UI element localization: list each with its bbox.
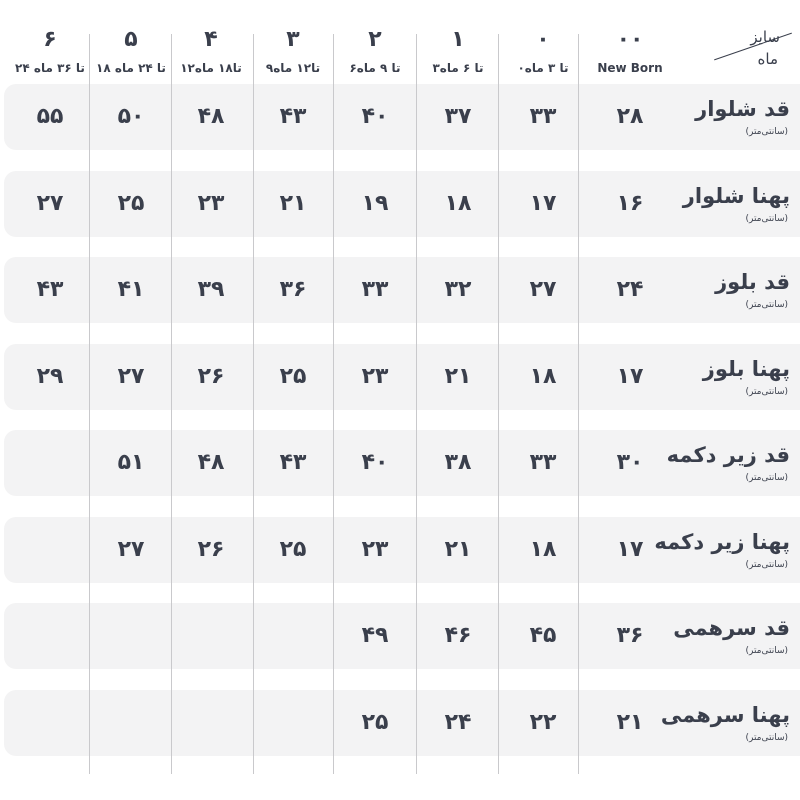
row-unit-label: (سانتی‌متر) <box>745 127 788 137</box>
column-size-number: ۲ <box>368 27 382 52</box>
table-cell: ۱۷ <box>529 190 557 216</box>
table-cell <box>251 690 335 756</box>
table-cell: ۲۱ <box>616 709 644 735</box>
table-cell: ۲۷ <box>529 277 557 302</box>
column-age-range: ۱۲تا۱۸ ماه <box>180 61 242 75</box>
table-cell: ۲۵ <box>279 536 307 562</box>
table-cell: ۴۳ <box>279 104 307 129</box>
table-cell: ۱۸ <box>529 363 557 389</box>
column-age-range: ۲۴ تا ۳۶ ماه <box>15 61 85 75</box>
table-cell <box>169 690 253 756</box>
table-cell: ۲۱ <box>279 190 307 216</box>
table-cell: ۴۹ <box>361 623 389 648</box>
row-label: قد شلوار <box>695 97 790 121</box>
column-age-range: ۹تا۱۲ ماه <box>265 61 321 75</box>
table-cell: ۴۵ <box>529 623 557 648</box>
table-cell: ۱۹ <box>361 190 389 216</box>
corner-size-label: سایز <box>750 28 780 46</box>
table-cell: ۳۶ <box>616 623 644 648</box>
table-cell: ۲۳ <box>361 363 389 389</box>
column-age-range: New Born <box>597 61 663 75</box>
table-cell <box>8 690 92 756</box>
table-cell: ۴۶ <box>444 623 472 648</box>
table-cell: ۳۳ <box>361 277 389 302</box>
table-cell: ۲۵ <box>361 709 389 735</box>
row-unit-label: (سانتی‌متر) <box>745 213 788 224</box>
row-unit-label: (سانتی‌متر) <box>745 473 788 483</box>
table-cell: ۲۷ <box>117 536 145 562</box>
table-cell: ۵۵ <box>36 104 64 129</box>
table-cell: ۳۰ <box>616 450 644 475</box>
row-label: قد بلوز <box>715 270 790 294</box>
table-cell: ۵۰ <box>117 104 145 129</box>
table-cell: ۲۲ <box>529 709 557 735</box>
table-cell <box>8 517 92 583</box>
row-label: پهنا شلوار <box>682 183 790 208</box>
table-cell: ۵۱ <box>117 450 145 475</box>
table-cell: ۳۶ <box>279 277 307 302</box>
column-size-number: ۰۰ <box>616 27 644 52</box>
table-cell: ۲۳ <box>197 190 225 216</box>
row-label: پهنا بلوز <box>702 356 790 381</box>
column-size-number: ۶ <box>43 27 57 52</box>
table-cell: ۲۶ <box>197 363 225 389</box>
table-cell: ۲۴ <box>444 709 472 735</box>
table-cell: ۱۶ <box>616 190 644 216</box>
table-cell: ۳۳ <box>529 104 557 129</box>
column-size-number: ۴ <box>204 27 218 52</box>
table-cell: ۴۰ <box>361 450 389 475</box>
table-cell: ۲۷ <box>36 190 64 216</box>
table-cell: ۲۸ <box>616 104 644 129</box>
row-label: قد سرهمی <box>673 616 790 640</box>
table-cell: ۲۷ <box>117 363 145 389</box>
table-cell: ۳۹ <box>197 277 225 302</box>
row-label: پهنا سرهمی <box>660 702 790 727</box>
column-age-range: ۳تا ۶ ماه <box>432 61 484 75</box>
table-cell: ۳۳ <box>529 450 557 475</box>
table-cell: ۴۰ <box>361 104 389 129</box>
table-cell: ۱۷ <box>616 536 644 562</box>
row-unit-label: (سانتی‌متر) <box>745 646 788 656</box>
table-cell: ۲۱ <box>444 536 472 562</box>
table-cell: ۲۶ <box>197 536 225 562</box>
corner-month-label: ماه <box>757 50 778 68</box>
table-cell: ۱۸ <box>529 536 557 562</box>
table-cell: ۴۱ <box>117 277 145 302</box>
table-cell: ۴۸ <box>197 104 225 129</box>
table-cell: ۲۵ <box>117 190 145 216</box>
table-cell: ۲۵ <box>279 363 307 389</box>
row-unit-label: (سانتی‌متر) <box>745 559 788 570</box>
row-unit-label: (سانتی‌متر) <box>745 732 788 743</box>
column-age-range: ۶تا ۹ ماه <box>349 61 401 75</box>
table-cell <box>89 690 173 756</box>
table-cell <box>251 603 335 669</box>
column-size-number: ۳ <box>286 27 300 52</box>
table-cell: ۱۸ <box>444 190 472 216</box>
table-cell <box>8 430 92 496</box>
table-cell <box>8 603 92 669</box>
row-label: پهنا زیر دکمه <box>654 529 790 554</box>
column-size-number: ۵ <box>124 27 138 52</box>
column-size-number: ۱ <box>451 27 465 52</box>
table-cell: ۲۱ <box>444 363 472 389</box>
column-size-number: ۰ <box>536 27 550 52</box>
table-cell: ۴۳ <box>36 277 64 302</box>
table-cell: ۱۷ <box>616 363 644 389</box>
row-unit-label: (سانتی‌متر) <box>745 386 788 397</box>
table-cell: ۲۳ <box>361 536 389 562</box>
table-cell: ۳۸ <box>444 450 472 475</box>
column-age-range: ۱۸ تا ۲۴ ماه <box>96 61 166 75</box>
table-cell: ۲۹ <box>36 363 64 389</box>
table-cell: ۳۷ <box>444 104 472 129</box>
table-cell: ۲۴ <box>616 277 644 302</box>
table-cell: ۴۸ <box>197 450 225 475</box>
row-unit-label: (سانتی‌متر) <box>745 300 788 310</box>
table-cell <box>169 603 253 669</box>
column-age-range: ۰تا ۳ ماه <box>517 61 569 75</box>
row-label: قد زیر دکمه <box>666 443 790 467</box>
table-cell: ۴۳ <box>279 450 307 475</box>
table-cell <box>89 603 173 669</box>
table-cell: ۳۲ <box>444 277 472 302</box>
